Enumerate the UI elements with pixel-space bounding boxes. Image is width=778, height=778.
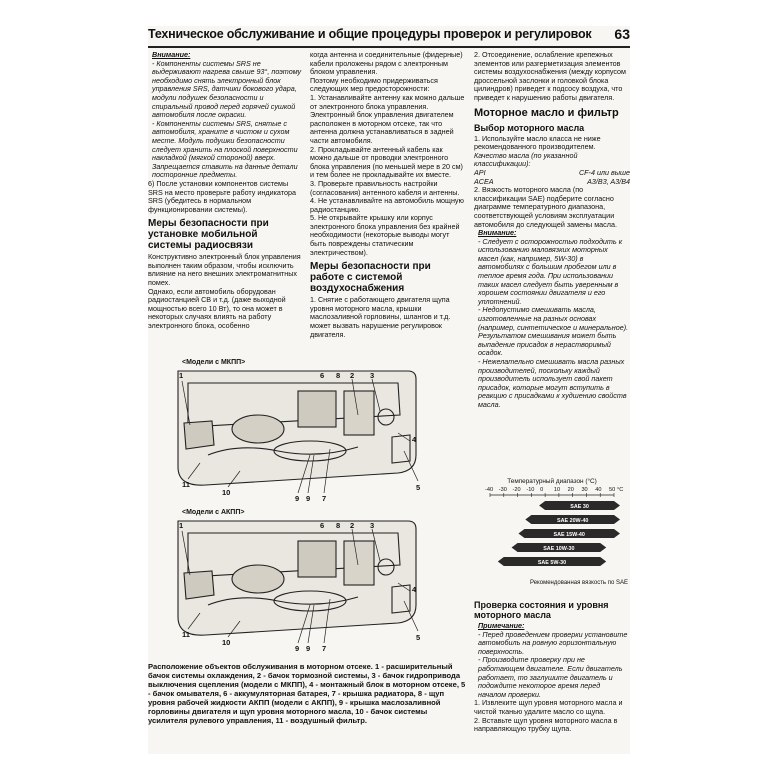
callout-mt-9b: 9 bbox=[306, 494, 311, 503]
srs-item-6: 6) После установки компонентов системы SRS на место проверьте работу индикатора SRS (убедитесь в нормальном функционировании системы). bbox=[148, 178, 296, 214]
callout-mt-8: 8 bbox=[336, 371, 341, 380]
chart-footnote: Рекомендованная вязкость по SAE bbox=[529, 580, 628, 586]
right-column-lower bbox=[474, 596, 630, 734]
chart-x-tick-label: 30 bbox=[581, 487, 588, 493]
callout-mt-4: 4 bbox=[412, 435, 417, 444]
callout-at-2: 2 bbox=[350, 521, 355, 530]
chart-svg bbox=[476, 478, 628, 578]
oil-warning-title: Внимание: bbox=[478, 228, 517, 238]
oil-check-steps: 1. Извлеките щуп уровня моторного масла и чистой тканью удалите масло со щупа. 2. Вставьте щуп уровня моторного масла в направляющую трубку щупа. bbox=[474, 698, 623, 734]
callout-at-3: 3 bbox=[370, 521, 375, 530]
radio-item-5: 5. Не открывайте крышку или корпус электронного блока управления без крайней необходимости (некоторые выводы могут быть повреждены статическим электричеством). bbox=[310, 213, 460, 257]
chart-x-tick-label: -40 bbox=[485, 487, 494, 493]
callout-mt-9a: 9 bbox=[295, 494, 300, 503]
api-value: CF-4 или выше bbox=[578, 167, 630, 177]
warning-title: Внимание: bbox=[152, 50, 191, 59]
chart-x-tick-label: 10 bbox=[553, 487, 561, 493]
air-item-2: 2. Отсоединение, ослабление крепежных элементов или разгерметизация элементов системы воздухоснабжения (между корпусом дроссельной заслонки и головкой блока цилиндров) приведет к подсосу воздуха, что приведет к нарушению работы двигателя. bbox=[474, 50, 626, 102]
radio-item-4: 4. Не устанавливайте на автомобиль мощную радиостанцию. bbox=[310, 196, 464, 214]
right-column bbox=[474, 51, 630, 410]
left-column bbox=[148, 51, 302, 331]
callout-mt-11: 11 bbox=[182, 480, 190, 489]
figure-label-mt: <Модели с МКПП> bbox=[182, 359, 246, 366]
acea-value: A3/B3, A3/B4 bbox=[587, 176, 630, 186]
viscosity-bar-label: SAE 5W-30 bbox=[537, 560, 567, 566]
api-label: API bbox=[474, 167, 486, 177]
callout-mt-10: 10 bbox=[222, 488, 231, 497]
oil-item-2: 2. Вязкость моторного масла (по классификации SAE) подберите согласно диаграмме температурного диапазона, соответствующей условиям эксплуатации автомобиля до следующей замены масла. bbox=[474, 185, 617, 229]
callout-mt-3: 3 bbox=[370, 371, 375, 380]
callout-mt-1: 1 bbox=[179, 371, 184, 380]
radio-item-1: 1. Устанавливайте антенну как можно дальше от электронного блока управления. Электронный блок управления двигателем расположен в моторном отсеке, так что антенна должна устанавливаться в задней части автомобиля. bbox=[310, 92, 465, 145]
viscosity-bar-label: SAE 15W-40 bbox=[553, 532, 585, 538]
callout-at-9b: 9 bbox=[306, 644, 311, 653]
oil-quality-label: Качество масла (по указанной классификации): bbox=[474, 150, 578, 169]
chart-title: Температурный диапазон (°C) bbox=[507, 478, 597, 485]
oil-warning-text: - Следует с осторожностью подходить к использованию маловязких моторных масел (как, например, 5W-30) в автомобилях с большим пробегом или в теплое время года. При использовании таких масел следует быть уверенным в хорошем состоянии двигателя и его уплотнений. - Недопустимо смешивать масла, изготовленные на разных основах (например, синтетическое и минеральное). Результатом смешивания может быть выпадение присадок в нерастворимый осадок. - Нежелательно смешивать масла разных производителей, поскольку каждый производитель использует свой пакет присадок, которые могут вступить в реакцию с присадками к худшению свойств масла. bbox=[478, 236, 629, 409]
air-item-1: 1. Снятие с работающего двигателя щупа уровня моторного масла, крышки маслозаливной горловины, шлангов и т.д. может вызвать нарушение регулировок двигателя. bbox=[310, 295, 451, 339]
section-heading-radio: Меры безопасности при установке мобильной системы радиосвязи bbox=[148, 218, 269, 252]
page-header bbox=[148, 26, 630, 48]
figure-label-at: <Модели с АКПП> bbox=[182, 509, 245, 516]
callout-mt-5: 5 bbox=[416, 483, 421, 492]
callout-at-6: 6 bbox=[320, 521, 325, 530]
viscosity-bar-label: SAE 30 bbox=[570, 504, 589, 510]
chart-x-tick-label: 0 bbox=[540, 487, 544, 493]
chart-x-tick-label: -20 bbox=[512, 487, 521, 493]
chart-x-tick-label: -30 bbox=[498, 487, 507, 493]
engine-compartment-figure bbox=[148, 359, 466, 659]
note-text: - Перед проведением проверки установите автомобиль на ровную горизонтальную поверхность. - Производите проверку при не работающем двигателе. Если двигатель работает, то заглушите двигатель и подождите некоторое время перед началом проверки. bbox=[478, 629, 628, 699]
callout-at-4: 4 bbox=[412, 585, 417, 594]
chart-x-unit: °C bbox=[617, 487, 624, 493]
callout-mt-2: 2 bbox=[350, 371, 355, 380]
section-heading-air: Меры безопасности при работе с системой воздухоснабжения bbox=[310, 261, 431, 295]
viscosity-bar-label: SAE 10W-30 bbox=[543, 546, 575, 552]
callout-at-8: 8 bbox=[336, 521, 341, 530]
manual-page bbox=[148, 26, 630, 754]
radio-body-text: Конструктивно электронный блок управления выполнен таким образом, чтобы исключить влияние на него внешних электромагнитных помех. Однако, если автомобиль оборудован радиостанцией СВ и т.д. (даже выходной мощностью всего 10 Вт), то она может в некоторых случаях влиять на работу электронного блока, особенно bbox=[148, 252, 301, 331]
callout-at-9a: 9 bbox=[295, 644, 300, 653]
page-number: 63 bbox=[614, 26, 630, 42]
section-heading-oil-check: Проверка состояния и уровня моторного масла bbox=[474, 600, 609, 620]
oil-item-1: 1. Используйте масло класса не ниже рекомендованного производителем. bbox=[474, 133, 601, 152]
section-heading-oil: Моторное масло и фильтр bbox=[474, 106, 619, 119]
viscosity-bar-label: SAE 20W-40 bbox=[556, 518, 589, 524]
callout-mt-7: 7 bbox=[322, 494, 327, 503]
header-title: Техническое обслуживание и общие процедуры проверок и регулировок bbox=[148, 27, 592, 41]
engine-drawing bbox=[148, 359, 466, 649]
chart-x-tick-label: 50 bbox=[609, 487, 616, 493]
chart-x-tick-label: -10 bbox=[526, 487, 535, 493]
note-title: Примечание: bbox=[478, 621, 525, 630]
callout-at-7: 7 bbox=[322, 644, 327, 653]
warning-text: - Компоненты системы SRS не выдерживают нагрева свыше 93°, поэтому необходимо снять электронный блок управления SRS, датчики бокового удара, модули подушек безопасности и спиральный провод перед горячей сушкой автомобиля после окраски. - Компоненты системы SRS, снятые с автомобиля, храните в чистом и сухом месте. Модуль подушки безопасности следует хранить на плоской поверхности накладкой (мягкой стороной) вверх. Запрещается ставить на данные детали посторонние предметы. bbox=[152, 58, 302, 180]
callout-at-10: 10 bbox=[222, 638, 231, 647]
radio-intro-text: когда антенна и соединительные (фидерные) кабели проложены рядом с электронным блоком управления. Поэтому необходимо придерживаться следующих мер предосторожности: bbox=[310, 50, 463, 94]
callout-mt-6: 6 bbox=[320, 371, 325, 380]
callout-at-1: 1 bbox=[179, 521, 184, 530]
subheading-oil-choice: Выбор моторного масла bbox=[474, 122, 585, 133]
callout-at-11: 11 bbox=[182, 630, 190, 639]
chart-x-tick-label: 40 bbox=[595, 487, 602, 493]
figure-caption: Расположение объектов обслуживания в моторном отсеке. 1 - расширительный бачок системы охлаждения, 2 - бачок тормозной системы, 3 - бачок гидропривода выключения сцепления (модели с МКПП), 4 - монтажный блок в моторном отсеке, 5 - бачок омывателя, 6 - аккумуляторная батарея, 7 - крышка радиатора, 8 - щуп уровня рабочей жидкости АКПП (модели с АКПП), 9 - крышка маслозаливной горловины двигателя и щуп уровня моторного масла, 10 - бачок системы усилителя рулевого управления, 11 - воздушный фильтр. bbox=[148, 662, 466, 725]
viscosity-chart bbox=[476, 478, 628, 590]
radio-item-3: 3. Проверьте правильность настройки (согласования) антенного кабеля и антенны. bbox=[310, 178, 460, 197]
chart-x-tick-label: 20 bbox=[567, 487, 574, 493]
acea-label: ACEA bbox=[474, 176, 494, 186]
callout-at-5: 5 bbox=[416, 633, 421, 642]
radio-item-2: 2. Прокладывайте антенный кабель как можно дальше от проводки электронного блока управления (по меньшей мере в 20 см) и тем более не прокладывайте их вместе. bbox=[310, 144, 463, 180]
middle-column bbox=[310, 51, 466, 339]
